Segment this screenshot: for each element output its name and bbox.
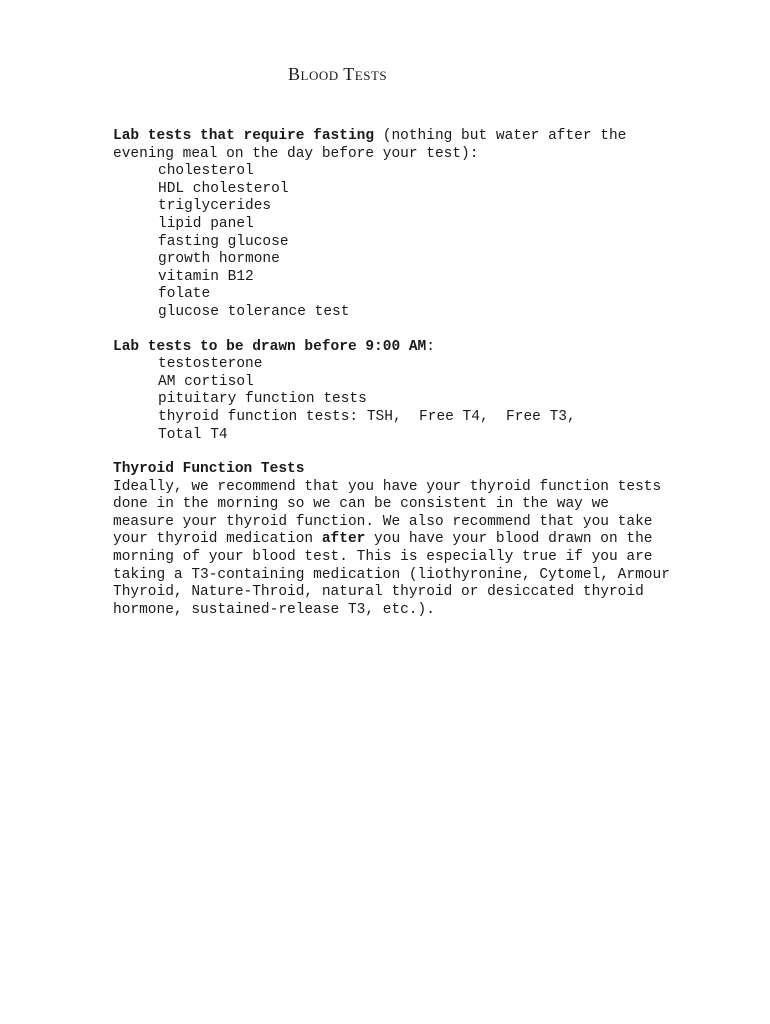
list-item: AM cortisol (158, 373, 254, 390)
morning-heading (113, 339, 673, 357)
list-item: folate (158, 286, 211, 303)
morning-heading-bold: Lab tests to be drawn before 9:00 AM (113, 338, 427, 355)
fasting-test-list (113, 163, 673, 321)
list-item: growth hormone (158, 251, 280, 268)
page-title: Blood Tests (288, 64, 388, 84)
thyroid-heading-text: Thyroid Function Tests (113, 461, 305, 478)
thyroid-paragraph-part1: Ideally, we recommend that you have your thyroid function tests done in the morning so we can be consistent in the way we measure your thyroid function. We also recommend that you take your thyroid medication (113, 478, 662, 548)
list-item: triglycerides (158, 198, 272, 215)
list-item: glucose tolerance test (158, 303, 350, 320)
list-item-thyroid-line2: Total T4 (158, 426, 228, 443)
thyroid-heading (113, 461, 673, 479)
list-item: testosterone (158, 356, 263, 373)
list-item: vitamin B12 (158, 268, 254, 285)
thyroid-paragraph (113, 479, 673, 620)
fasting-section (113, 128, 673, 322)
morning-test-list (113, 356, 673, 444)
list-item: HDL cholesterol (158, 180, 289, 197)
list-item: cholesterol (158, 163, 254, 180)
list-item: lipid panel (158, 215, 254, 232)
fasting-heading-bold: Lab tests that require fasting (113, 128, 375, 144)
list-item: pituitary function tests (158, 391, 367, 408)
list-item-thyroid-line1: thyroid function tests: TSH, Free T4, Free T3, (158, 408, 576, 425)
fasting-heading-note: (nothing but water after the evening meal on the day before your test): (113, 128, 627, 162)
thyroid-section (113, 461, 673, 619)
list-item: fasting glucose (158, 233, 289, 250)
document-body (113, 128, 673, 619)
thyroid-paragraph-part2: you have your blood drawn on the morning of your blood test. This is especially true if you are taking a T3-containing medication (liothyronine, Cytomel, Armour Thyroid, Nature-Throid, natural thyroid or desiccated thyroid hormone, sustained-release T3, etc.). (113, 531, 670, 618)
morning-heading-colon: : (426, 338, 435, 355)
fasting-heading (113, 128, 673, 163)
thyroid-paragraph-emphasis: after (321, 531, 366, 548)
morning-section (113, 339, 673, 445)
